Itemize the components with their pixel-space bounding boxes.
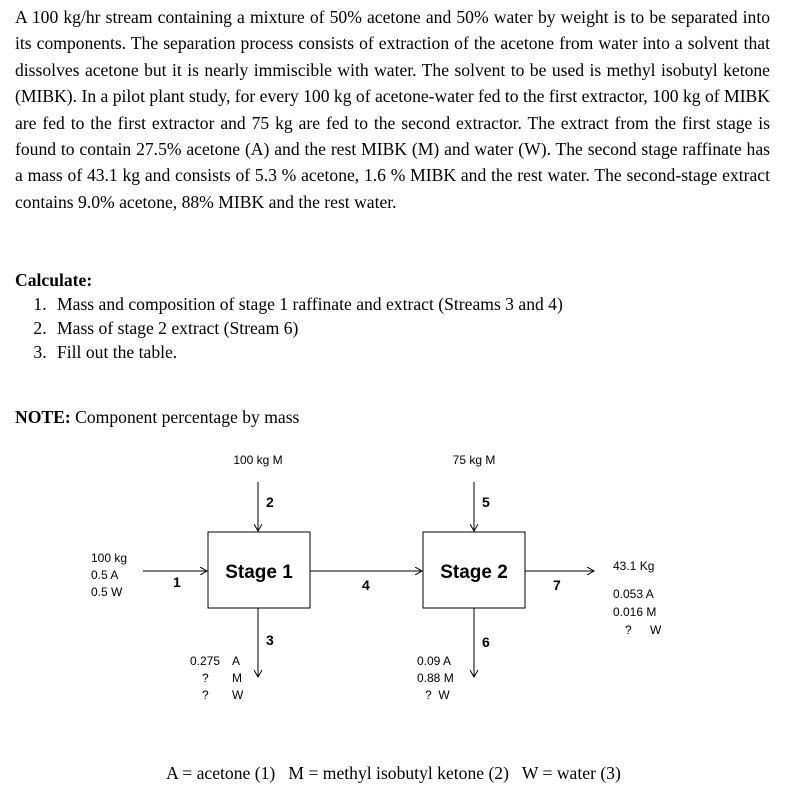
feed-1-label: 0.5 A <box>91 568 119 582</box>
note-label: NOTE: <box>15 407 71 427</box>
stream-6-label: 0.09 A <box>417 654 452 668</box>
feed-5-label: 75 kg M <box>452 453 496 467</box>
stream-6-label: ? W <box>425 688 450 702</box>
stream-number: 2 <box>266 494 274 510</box>
stream-7-label: 0.053 A <box>613 587 654 601</box>
stream-7-label: W <box>650 623 662 637</box>
calculate-item: 1. Mass and composition of stage 1 raffinate and extract (Streams 3 and 4) <box>51 292 563 316</box>
stage-2-label: Stage 2 <box>440 562 508 583</box>
feed-2-label: 100 kg M <box>233 453 283 467</box>
stream-number: 4 <box>362 577 370 593</box>
note <box>15 407 299 428</box>
stream-3-label: W <box>232 688 244 702</box>
stream-number: 5 <box>482 494 490 510</box>
stage-1-label: Stage 1 <box>225 562 293 583</box>
stream-number: 7 <box>553 577 561 593</box>
stream-3-label: ? <box>202 671 209 685</box>
note-text: Component percentage by mass <box>75 407 300 427</box>
calculate-heading: Calculate: <box>15 270 93 290</box>
problem-statement: A 100 kg/hr stream containing a mixture of 50% acetone and 50% water by weight is to be separated into its components. The separation process consists of extraction of the acetone from water into a solvent that dissolves acetone but it is nearly immiscible with water. The solvent to be used is methyl isobutyl ketone (MIBK). In a pilot plant study, for every 100 kg of acetone-water fed to the first extractor, 100 kg of MIBK are fed to the first extractor and 75 kg are fed to the second extractor. The extract from the first stage is found to contain 27.5% acetone (A) and the rest MIBK (M) and water (W). The second stage raffinate has a mass of 43.1 kg and consists of 5.3 % acetone, 1.6 % MIBK and the rest water. The second-stage extract contains 9.0% acetone, 88% MIBK and the rest water. <box>15 7 770 212</box>
stream-3-label: 0.275 <box>190 654 221 668</box>
stream-3-label: A <box>232 654 241 668</box>
calculate-item: 3. Fill out the table. <box>51 340 563 364</box>
component-legend: A = acetone (1) M = methyl isobutyl ketone (2) W = water (3) <box>166 763 621 783</box>
calculate-item: 2. Mass of stage 2 extract (Stream 6) <box>51 316 563 340</box>
stream-7-label: ? <box>625 623 632 637</box>
calculate-section <box>15 268 563 364</box>
stream-3-label: M <box>232 671 242 685</box>
process-flow-diagram <box>0 440 787 740</box>
stream-number: 6 <box>482 634 490 650</box>
stream-6-label: 0.88 M <box>417 671 454 685</box>
stream-number: 1 <box>173 574 181 590</box>
feed-1-label: 0.5 W <box>91 585 123 599</box>
feed-1-label: 100 kg <box>91 551 128 565</box>
stream-7-label: 43.1 Kg <box>613 559 655 573</box>
stream-7-label: 0.016 M <box>613 605 657 619</box>
stream-number: 3 <box>266 632 274 648</box>
stream-3-label: ? <box>202 688 209 702</box>
